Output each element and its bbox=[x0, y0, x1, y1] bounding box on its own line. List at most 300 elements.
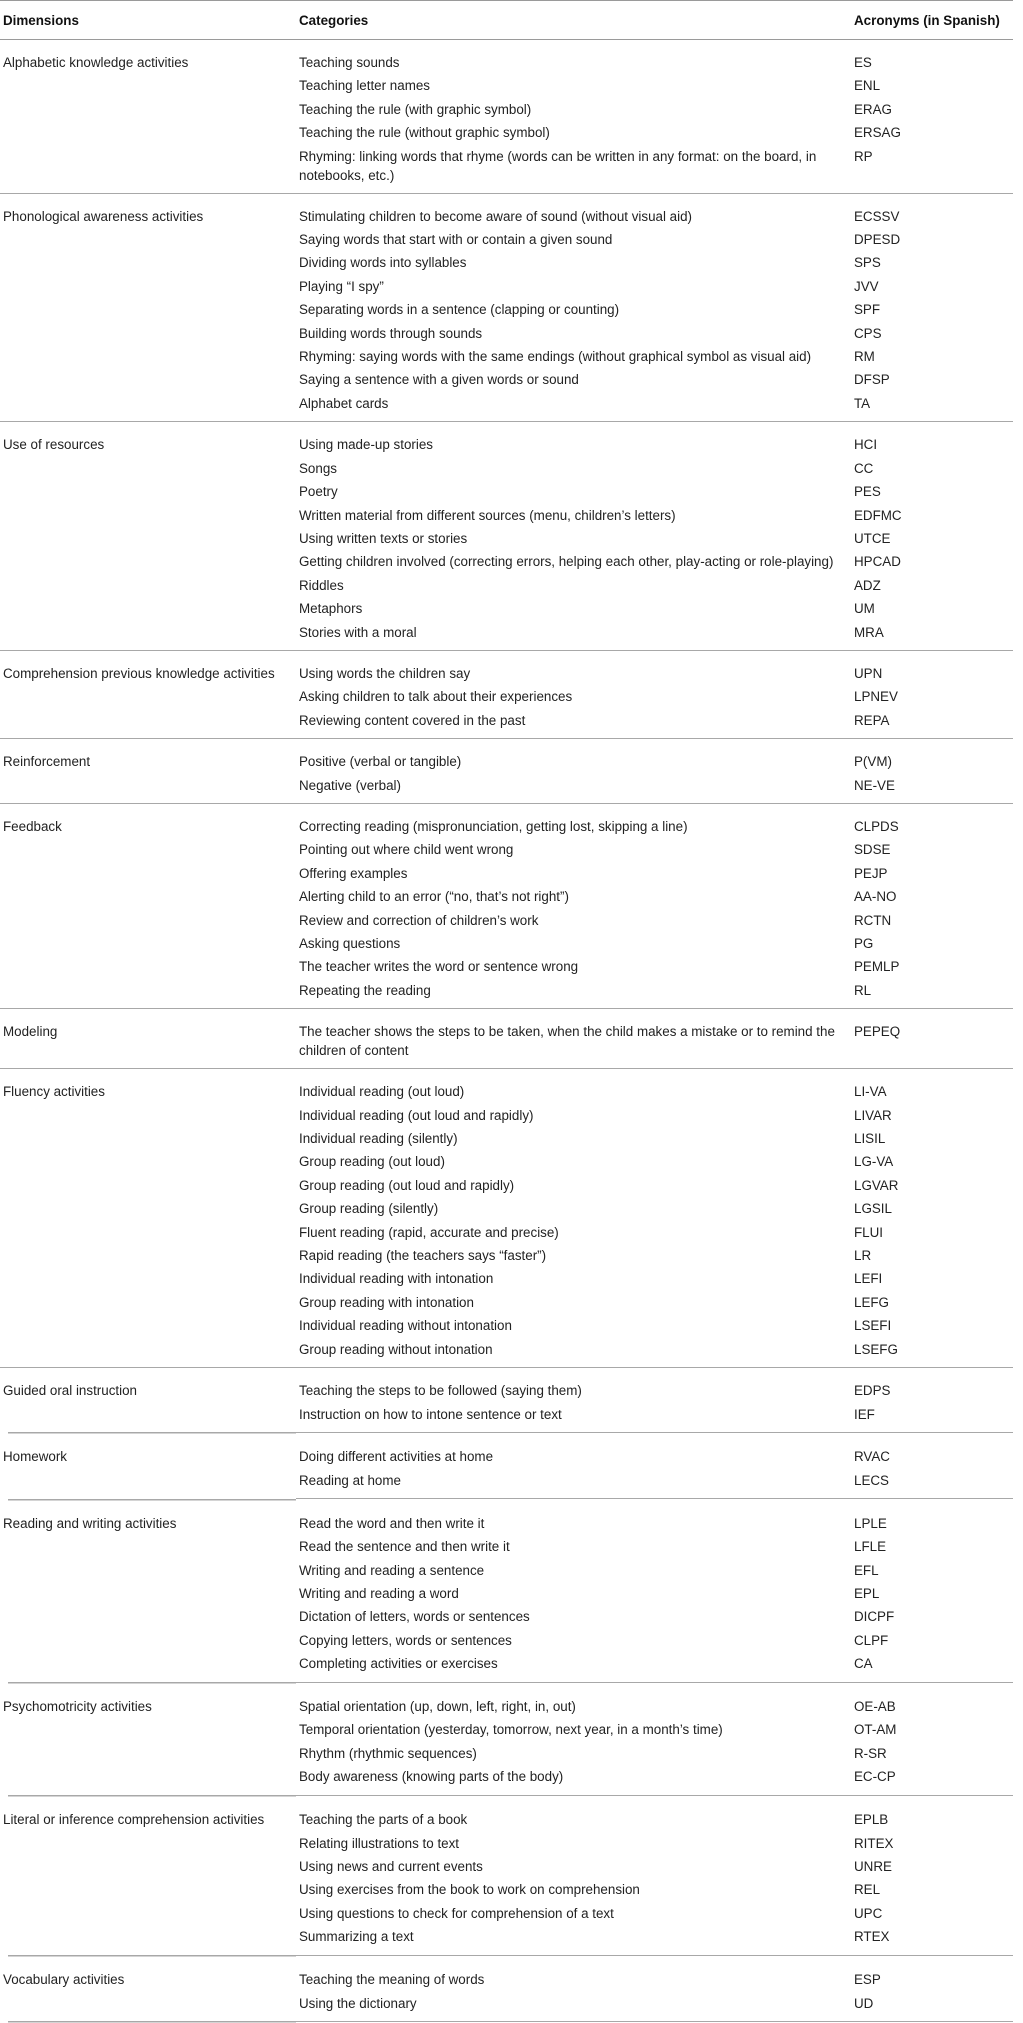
category-text: Playing “I spy” bbox=[299, 279, 384, 294]
category-text: Offering examples bbox=[299, 866, 407, 881]
category-text: Rhythm (rhythmic sequences) bbox=[299, 1746, 477, 1761]
dimension-cell-empty bbox=[0, 574, 296, 597]
category-cell bbox=[296, 1104, 854, 1127]
category-text: Individual reading without intonation bbox=[299, 1318, 512, 1333]
category-text: Pointing out where child went wrong bbox=[299, 842, 513, 857]
acronym-cell: ECSSV bbox=[854, 194, 1013, 228]
table-row bbox=[0, 1559, 1013, 1582]
acronym-cell: EFL bbox=[854, 1559, 1013, 1582]
acronym-cell: SPS bbox=[854, 251, 1013, 274]
dimension-cell-empty bbox=[0, 1559, 296, 1582]
dimension-cell-empty bbox=[0, 74, 296, 97]
category-text: Using the dictionary bbox=[299, 1996, 417, 2011]
category-cell bbox=[296, 862, 854, 885]
dimension-cell-empty bbox=[0, 1221, 296, 1244]
category-text: Fluent reading (rapid, accurate and precise) bbox=[299, 1225, 559, 1240]
table-row bbox=[0, 1925, 1013, 1955]
category-text: Songs bbox=[299, 461, 337, 476]
dimension-cell-empty bbox=[0, 1338, 296, 1368]
category-cell bbox=[296, 979, 854, 1009]
dimension-cell-empty bbox=[0, 457, 296, 480]
category-text: Building words through sounds bbox=[299, 326, 482, 341]
dimension-cell-empty bbox=[0, 145, 296, 194]
dimension-cell: Reading and writing activities bbox=[0, 1501, 296, 1535]
dimension-cell-empty bbox=[0, 1267, 296, 1290]
category-text: Instruction on how to intone sentence or text bbox=[299, 1407, 562, 1422]
table-body bbox=[0, 40, 1013, 2023]
acronym-cell: CLPF bbox=[854, 1629, 1013, 1652]
acronym-cell: EC-CP bbox=[854, 1765, 1013, 1795]
category-cell bbox=[296, 1314, 854, 1337]
acronym-cell: RITEX bbox=[854, 1832, 1013, 1855]
acronym-cell: RTEX bbox=[854, 1925, 1013, 1955]
category-cell bbox=[296, 1434, 854, 1468]
category-cell bbox=[296, 121, 854, 144]
dimension-cell-empty bbox=[0, 862, 296, 885]
category-cell bbox=[296, 1291, 854, 1314]
category-cell bbox=[296, 1605, 854, 1628]
table-row bbox=[0, 1069, 1013, 1103]
acronym-cell: UPN bbox=[854, 651, 1013, 685]
table-row bbox=[0, 1174, 1013, 1197]
category-cell bbox=[296, 1992, 854, 2022]
category-cell bbox=[296, 322, 854, 345]
dimension-cell-empty bbox=[0, 1832, 296, 1855]
category-cell bbox=[296, 1582, 854, 1605]
category-text: Asking children to talk about their experiences bbox=[299, 689, 572, 704]
category-cell bbox=[296, 74, 854, 97]
category-text: Read the word and then write it bbox=[299, 1516, 484, 1531]
category-cell bbox=[296, 621, 854, 651]
acronym-cell: DICPF bbox=[854, 1605, 1013, 1628]
category-text: Teaching the rule (with graphic symbol) bbox=[299, 102, 531, 117]
table-row bbox=[0, 1878, 1013, 1901]
table-row bbox=[0, 527, 1013, 550]
category-cell bbox=[296, 1221, 854, 1244]
category-text: Body awareness (knowing parts of the body) bbox=[299, 1769, 563, 1784]
dimension-cell-empty bbox=[0, 392, 296, 422]
table-row bbox=[0, 1684, 1013, 1718]
table-row bbox=[0, 651, 1013, 685]
table-row bbox=[0, 40, 1013, 75]
table-row bbox=[0, 1832, 1013, 1855]
acronym-cell: LI-VA bbox=[854, 1069, 1013, 1103]
acronym-cell: REL bbox=[854, 1878, 1013, 1901]
category-cell bbox=[296, 932, 854, 955]
category-text: Reading at home bbox=[299, 1473, 401, 1488]
table-row bbox=[0, 1469, 1013, 1499]
table-row bbox=[0, 1338, 1013, 1368]
dimension-cell-empty bbox=[0, 1765, 296, 1795]
acronym-cell: LSEFI bbox=[854, 1314, 1013, 1337]
dimension-cell: Fluency activities bbox=[0, 1069, 296, 1103]
table-row bbox=[0, 1582, 1013, 1605]
category-text: Spatial orientation (up, down, left, right, in, out) bbox=[299, 1699, 576, 1714]
acronym-cell: SDSE bbox=[854, 838, 1013, 861]
acronym-cell: REPA bbox=[854, 709, 1013, 739]
table-row bbox=[0, 1652, 1013, 1682]
category-text: Reviewing content covered in the past bbox=[299, 713, 525, 728]
table-row bbox=[0, 774, 1013, 804]
category-cell bbox=[296, 1403, 854, 1433]
acronym-cell: ERSAG bbox=[854, 121, 1013, 144]
category-cell bbox=[296, 909, 854, 932]
dimension-cell: Modeling bbox=[0, 1009, 296, 1069]
table-row bbox=[0, 1797, 1013, 1831]
category-cell bbox=[296, 1718, 854, 1741]
category-text: Group reading (silently) bbox=[299, 1201, 438, 1216]
dimension-cell-empty bbox=[0, 1150, 296, 1173]
category-cell bbox=[296, 1925, 854, 1955]
category-cell bbox=[296, 98, 854, 121]
dimension-cell-empty bbox=[0, 909, 296, 932]
dimension-cell-empty bbox=[0, 932, 296, 955]
category-cell bbox=[296, 838, 854, 861]
dimension-cell: Literal or inference comprehension activities bbox=[0, 1797, 296, 1831]
category-text: Using written texts or stories bbox=[299, 531, 467, 546]
category-cell bbox=[296, 1878, 854, 1901]
table-row bbox=[0, 685, 1013, 708]
acronym-cell: CLPDS bbox=[854, 804, 1013, 838]
dimension-cell-empty bbox=[0, 480, 296, 503]
acronym-cell: LPNEV bbox=[854, 685, 1013, 708]
category-text: Separating words in a sentence (clapping or counting) bbox=[299, 302, 619, 317]
category-text: Correcting reading (mispronunciation, getting lost, skipping a line) bbox=[299, 819, 688, 834]
category-text: Stimulating children to become aware of sound (without visual aid) bbox=[299, 209, 692, 224]
acronym-cell: ERAG bbox=[854, 98, 1013, 121]
acronym-cell: LIVAR bbox=[854, 1104, 1013, 1127]
table-row bbox=[0, 1127, 1013, 1150]
dimension-cell-empty bbox=[0, 885, 296, 908]
acronym-cell: CPS bbox=[854, 322, 1013, 345]
table-row bbox=[0, 251, 1013, 274]
category-text: Teaching the parts of a book bbox=[299, 1812, 467, 1827]
acronym-cell: PEPEQ bbox=[854, 1009, 1013, 1069]
acronym-cell: ENL bbox=[854, 74, 1013, 97]
category-text: Summarizing a text bbox=[299, 1929, 414, 1944]
acronym-cell: CC bbox=[854, 457, 1013, 480]
table-row bbox=[0, 885, 1013, 908]
table-row bbox=[0, 1314, 1013, 1337]
category-cell bbox=[296, 275, 854, 298]
category-text: Using exercises from the book to work on comprehension bbox=[299, 1882, 640, 1897]
acronym-cell: UTCE bbox=[854, 527, 1013, 550]
category-cell bbox=[296, 1267, 854, 1290]
acronym-cell: EDPS bbox=[854, 1368, 1013, 1402]
category-text: Teaching the meaning of words bbox=[299, 1972, 484, 1987]
acronym-cell: PG bbox=[854, 932, 1013, 955]
dimension-cell-empty bbox=[0, 1104, 296, 1127]
table-row bbox=[0, 979, 1013, 1009]
category-text: Teaching sounds bbox=[299, 55, 400, 70]
dimension-cell-empty bbox=[0, 709, 296, 739]
category-cell bbox=[296, 527, 854, 550]
table-row bbox=[0, 574, 1013, 597]
table-row bbox=[0, 1244, 1013, 1267]
category-text: Dividing words into syllables bbox=[299, 255, 466, 270]
category-cell bbox=[296, 298, 854, 321]
category-cell bbox=[296, 368, 854, 391]
acronym-cell: TA bbox=[854, 392, 1013, 422]
acronym-cell: RVAC bbox=[854, 1434, 1013, 1468]
category-cell bbox=[296, 1797, 854, 1831]
dimension-cell-empty bbox=[0, 1992, 296, 2022]
dimension-cell-empty bbox=[0, 1469, 296, 1499]
acronym-cell: RL bbox=[854, 979, 1013, 1009]
table-row bbox=[0, 1902, 1013, 1925]
category-cell bbox=[296, 422, 854, 456]
table-row bbox=[0, 1765, 1013, 1795]
acronym-cell: LFLE bbox=[854, 1535, 1013, 1558]
category-text: Stories with a moral bbox=[299, 625, 417, 640]
dimension-cell-empty bbox=[0, 98, 296, 121]
table-row bbox=[0, 422, 1013, 456]
category-text: Poetry bbox=[299, 484, 338, 499]
dimension-cell-empty bbox=[0, 322, 296, 345]
acronym-cell: RM bbox=[854, 345, 1013, 368]
dimension-cell: Psychomotricity activities bbox=[0, 1684, 296, 1718]
category-cell bbox=[296, 1684, 854, 1718]
category-text: Completing activities or exercises bbox=[299, 1656, 498, 1671]
table-row bbox=[0, 1535, 1013, 1558]
dimension-cell-empty bbox=[0, 1718, 296, 1741]
table-row bbox=[0, 228, 1013, 251]
dimension-cell-empty bbox=[0, 1127, 296, 1150]
category-cell bbox=[296, 1629, 854, 1652]
category-cell bbox=[296, 1559, 854, 1582]
category-text: Rhyming: saying words with the same endings (without graphical symbol as visual aid) bbox=[299, 349, 811, 364]
category-cell bbox=[296, 709, 854, 739]
dimension-cell-empty bbox=[0, 121, 296, 144]
acronym-cell: LSEFG bbox=[854, 1338, 1013, 1368]
dimension-cell-empty bbox=[0, 345, 296, 368]
category-cell bbox=[296, 774, 854, 804]
table-header bbox=[0, 1, 1013, 40]
acronym-cell: LEFG bbox=[854, 1291, 1013, 1314]
category-text: Repeating the reading bbox=[299, 983, 431, 998]
acronym-cell: LR bbox=[854, 1244, 1013, 1267]
dimension-cell-empty bbox=[0, 1535, 296, 1558]
category-text: The teacher writes the word or sentence wrong bbox=[299, 959, 578, 974]
category-text: Positive (verbal or tangible) bbox=[299, 754, 461, 769]
table-row bbox=[0, 838, 1013, 861]
dimension-cell-empty bbox=[0, 955, 296, 978]
acronym-cell: SPF bbox=[854, 298, 1013, 321]
table-row bbox=[0, 1718, 1013, 1741]
dimension-cell: Feedback bbox=[0, 804, 296, 838]
table-row bbox=[0, 480, 1013, 503]
dimension-cell-empty bbox=[0, 621, 296, 651]
category-text: Rapid reading (the teachers says “faster”) bbox=[299, 1248, 546, 1263]
dimension-cell-empty bbox=[0, 368, 296, 391]
category-text: Temporal orientation (yesterday, tomorrow, next year, in a month’s time) bbox=[299, 1722, 723, 1737]
category-cell bbox=[296, 550, 854, 573]
category-cell bbox=[296, 392, 854, 422]
category-cell bbox=[296, 1069, 854, 1103]
dimension-cell-empty bbox=[0, 1855, 296, 1878]
table-row bbox=[0, 275, 1013, 298]
dimension-cell-empty bbox=[0, 774, 296, 804]
acronym-cell: HPCAD bbox=[854, 550, 1013, 573]
category-cell bbox=[296, 504, 854, 527]
category-text: Group reading without intonation bbox=[299, 1342, 493, 1357]
category-text: Teaching letter names bbox=[299, 78, 430, 93]
category-cell bbox=[296, 1855, 854, 1878]
table-row bbox=[0, 621, 1013, 651]
category-cell bbox=[296, 345, 854, 368]
category-text: Written material from different sources (menu, children’s letters) bbox=[299, 508, 676, 523]
category-cell bbox=[296, 1902, 854, 1925]
table-row bbox=[0, 504, 1013, 527]
category-text: Writing and reading a word bbox=[299, 1586, 459, 1601]
category-cell bbox=[296, 885, 854, 908]
category-text: Metaphors bbox=[299, 601, 362, 616]
acronym-cell: AA-NO bbox=[854, 885, 1013, 908]
table-row bbox=[0, 1605, 1013, 1628]
header-row bbox=[0, 1, 1013, 40]
table-row bbox=[0, 739, 1013, 773]
acronym-cell: PES bbox=[854, 480, 1013, 503]
dimension-cell-empty bbox=[0, 979, 296, 1009]
acronym-cell: RCTN bbox=[854, 909, 1013, 932]
acronym-cell: UD bbox=[854, 1992, 1013, 2022]
header-categories: Categories bbox=[296, 1, 854, 40]
category-cell bbox=[296, 1338, 854, 1368]
table-row bbox=[0, 1992, 1013, 2022]
table-row bbox=[0, 1368, 1013, 1402]
category-cell bbox=[296, 597, 854, 620]
table-row bbox=[0, 1855, 1013, 1878]
table-row bbox=[0, 457, 1013, 480]
category-text: Individual reading (silently) bbox=[299, 1131, 458, 1146]
dimension-cell-empty bbox=[0, 1925, 296, 1955]
table-row bbox=[0, 98, 1013, 121]
category-text: Teaching the steps to be followed (saying them) bbox=[299, 1383, 582, 1398]
acronym-cell: LECS bbox=[854, 1469, 1013, 1499]
table-row bbox=[0, 804, 1013, 838]
category-cell bbox=[296, 40, 854, 75]
table-row bbox=[0, 1267, 1013, 1290]
dimension-cell-empty bbox=[0, 251, 296, 274]
category-text: Alerting child to an error (“no, that’s not right”) bbox=[299, 889, 569, 904]
table-row bbox=[0, 1501, 1013, 1535]
category-cell bbox=[296, 574, 854, 597]
dimension-cell-empty bbox=[0, 1582, 296, 1605]
acronym-cell: UM bbox=[854, 597, 1013, 620]
category-text: Read the sentence and then write it bbox=[299, 1539, 510, 1554]
dimension-cell: Phonological awareness activities bbox=[0, 194, 296, 228]
dimension-cell-empty bbox=[0, 298, 296, 321]
acronym-cell: DPESD bbox=[854, 228, 1013, 251]
acronym-cell: CA bbox=[854, 1652, 1013, 1682]
dimension-cell-empty bbox=[0, 228, 296, 251]
acronym-cell: NE-VE bbox=[854, 774, 1013, 804]
dimension-cell-empty bbox=[0, 1605, 296, 1628]
category-cell bbox=[296, 457, 854, 480]
category-cell bbox=[296, 1765, 854, 1795]
category-cell bbox=[296, 685, 854, 708]
table-row bbox=[0, 345, 1013, 368]
acronym-cell: EDFMC bbox=[854, 504, 1013, 527]
table-row bbox=[0, 1291, 1013, 1314]
acronym-cell: PEMLP bbox=[854, 955, 1013, 978]
acronym-cell: PEJP bbox=[854, 862, 1013, 885]
acronym-cell: OT-AM bbox=[854, 1718, 1013, 1741]
dimension-cell-empty bbox=[0, 597, 296, 620]
dimension-cell-empty bbox=[0, 1314, 296, 1337]
category-cell bbox=[296, 1957, 854, 1991]
dimension-cell-empty bbox=[0, 1629, 296, 1652]
category-text: Dictation of letters, words or sentences bbox=[299, 1609, 530, 1624]
table-row bbox=[0, 74, 1013, 97]
dimension-cell: Reinforcement bbox=[0, 739, 296, 773]
acronym-cell: EPL bbox=[854, 1582, 1013, 1605]
dimension-cell: Guided oral instruction bbox=[0, 1368, 296, 1402]
category-cell bbox=[296, 955, 854, 978]
acronym-cell: LISIL bbox=[854, 1127, 1013, 1150]
dimension-cell-empty bbox=[0, 838, 296, 861]
table-row bbox=[0, 1221, 1013, 1244]
category-text: Riddles bbox=[299, 578, 344, 593]
acronym-cell: DFSP bbox=[854, 368, 1013, 391]
category-text: Individual reading with intonation bbox=[299, 1271, 493, 1286]
category-cell bbox=[296, 1150, 854, 1173]
category-text: Group reading (out loud and rapidly) bbox=[299, 1178, 514, 1193]
category-text: Teaching the rule (without graphic symbol) bbox=[299, 125, 550, 140]
table-row bbox=[0, 322, 1013, 345]
table-row bbox=[0, 298, 1013, 321]
table-row bbox=[0, 862, 1013, 885]
dimension-cell-empty bbox=[0, 1902, 296, 1925]
acronym-cell: LEFI bbox=[854, 1267, 1013, 1290]
dimension-cell-empty bbox=[0, 1742, 296, 1765]
category-cell bbox=[296, 1174, 854, 1197]
dimension-cell: Alphabetic knowledge activities bbox=[0, 40, 296, 75]
category-text: Saying words that start with or contain a given sound bbox=[299, 232, 612, 247]
category-text: Copying letters, words or sentences bbox=[299, 1633, 512, 1648]
table-row bbox=[0, 1009, 1013, 1069]
dimension-cell-empty bbox=[0, 527, 296, 550]
acronym-cell: LGVAR bbox=[854, 1174, 1013, 1197]
category-text: Group reading with intonation bbox=[299, 1295, 474, 1310]
acronym-cell: ES bbox=[854, 40, 1013, 75]
dimension-cell-empty bbox=[0, 685, 296, 708]
category-cell bbox=[296, 1832, 854, 1855]
acronym-cell: ADZ bbox=[854, 574, 1013, 597]
category-cell bbox=[296, 1197, 854, 1220]
dimension-cell-empty bbox=[0, 1403, 296, 1433]
acronym-cell: ESP bbox=[854, 1957, 1013, 1991]
category-cell bbox=[296, 1535, 854, 1558]
category-text: Using news and current events bbox=[299, 1859, 483, 1874]
category-text: Saying a sentence with a given words or sound bbox=[299, 372, 579, 387]
category-text: Getting children involved (correcting errors, helping each other, play-acting or role-playing) bbox=[299, 550, 854, 573]
acronym-cell: LGSIL bbox=[854, 1197, 1013, 1220]
acronym-cell: LG-VA bbox=[854, 1150, 1013, 1173]
category-text: Alphabet cards bbox=[299, 396, 388, 411]
acronym-cell: IEF bbox=[854, 1403, 1013, 1433]
category-cell bbox=[296, 145, 854, 194]
category-cell bbox=[296, 1652, 854, 1682]
category-cell bbox=[296, 1501, 854, 1535]
acronym-cell: EPLB bbox=[854, 1797, 1013, 1831]
table-row bbox=[0, 145, 1013, 194]
dimension-cell: Comprehension previous knowledge activities bbox=[0, 651, 296, 685]
table-row bbox=[0, 1197, 1013, 1220]
category-cell bbox=[296, 1469, 854, 1499]
acronym-cell: JVV bbox=[854, 275, 1013, 298]
acronym-cell: RP bbox=[854, 145, 1013, 194]
